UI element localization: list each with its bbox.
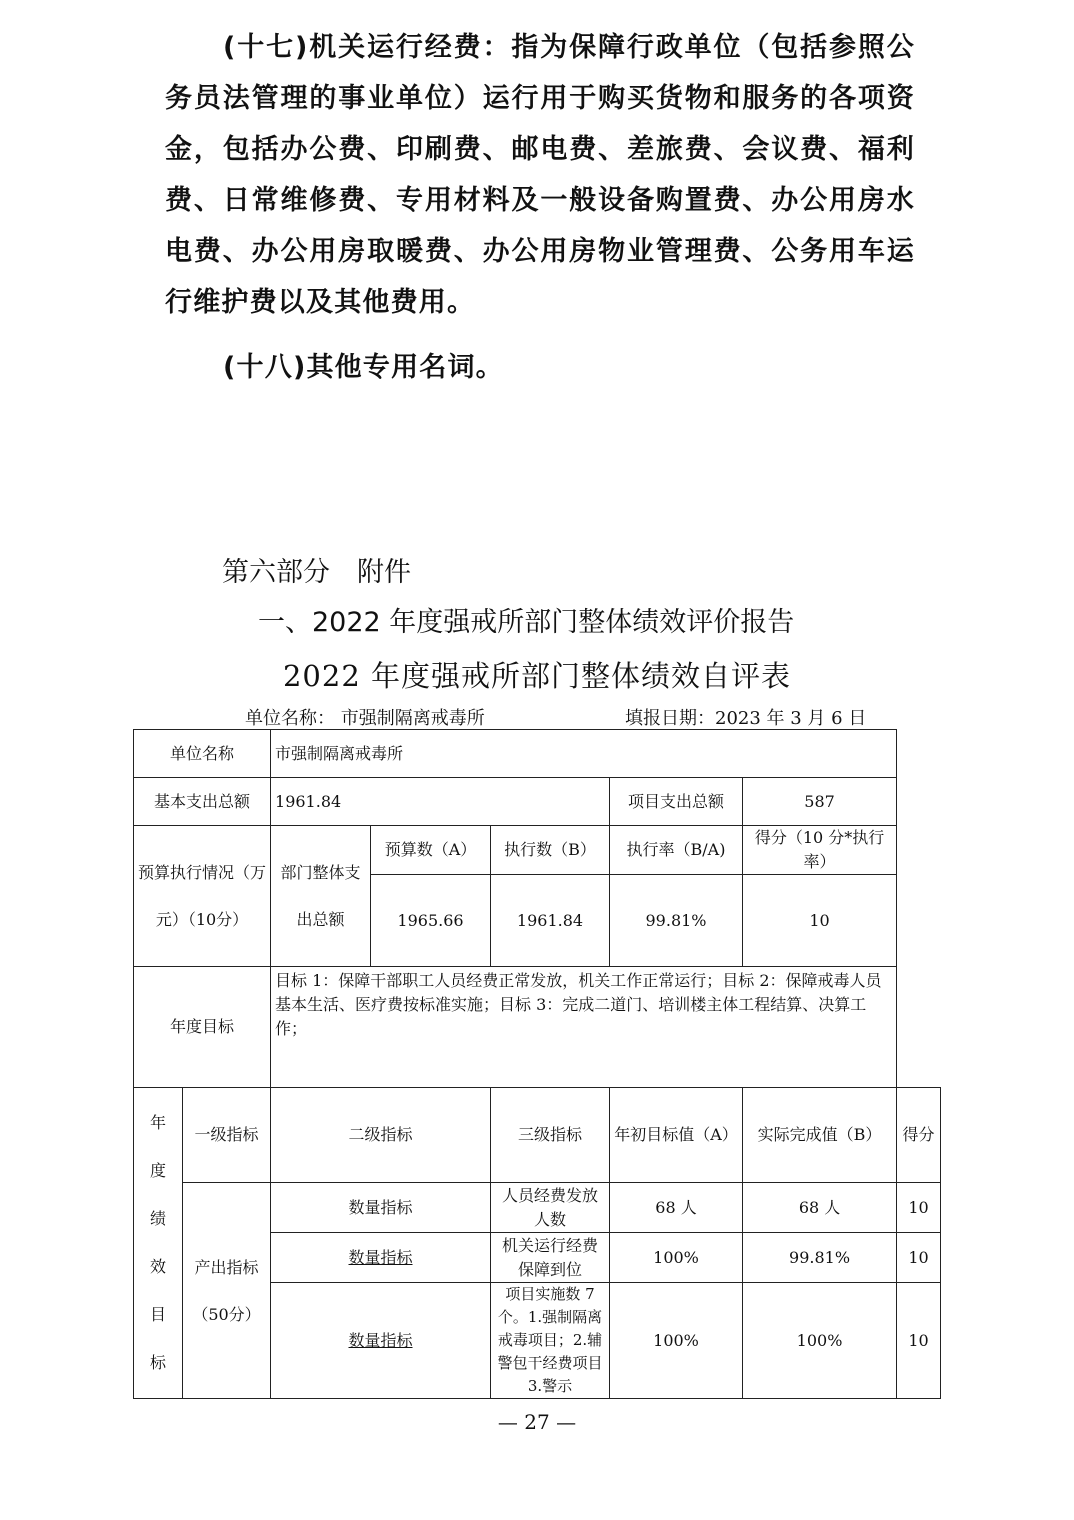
ind-header: 年初目标值（A）: [610, 1088, 743, 1183]
dept-total-label: 部门整体支出总额: [271, 826, 371, 967]
budget-header: 得分（10 分*执行率）: [743, 826, 897, 875]
budget-header: 预算数（A）: [371, 826, 491, 875]
level3-indicator: 项目实施数 7 个。1.强制隔离戒毒项目；2.辅警包干经费项目 3.警示: [491, 1283, 610, 1399]
level2-indicator-text: 数量指标: [348, 1247, 413, 1267]
budget-value: 1961.84: [491, 875, 610, 967]
page-number: — 27 —: [497, 1410, 577, 1434]
score: 10: [897, 1233, 941, 1283]
annual-goal-text: 目标 1：保障干部职工人员经费正常发放，机关工作正常运行；目标 2：保障戒毒人员基本生活、医疗费按标准实施；目标 3：完成二道门、培训楼主体工程结算、决算工作；: [271, 967, 897, 1088]
target-value: 100%: [610, 1283, 743, 1399]
unit-name-label: 单位名称: [134, 730, 271, 778]
date-label: 填报日期：2023 年 3 月 6 日: [625, 708, 867, 729]
level2-indicator: [271, 1233, 491, 1283]
paragraph-18-text: (十八)其他专用名词。: [223, 352, 504, 383]
project-exp-label: 项目支出总额: [610, 778, 743, 826]
table-title: 2022 年度强戒所部门整体绩效自评表: [282, 659, 792, 693]
paragraph-17: [165, 22, 915, 328]
ind-header: 得分: [897, 1088, 941, 1183]
part-heading: 第六部分 附件: [222, 557, 411, 588]
target-value: 100%: [610, 1233, 743, 1283]
level2-indicator: 数量指标: [271, 1183, 491, 1233]
paragraph-17-text: (十七)机关运行经费：指为保障行政单位（包括参照公务员法管理的事业单位）运行用于购买货物和服务的各项资金，包括办公费、印刷费、邮电费、差旅费、会议费、福利费、日常维修费、专用材料及一般设备购置费、办公用房水电费、办公用房取暖费、办公用房物业管理费、公务用车运行维护费以及其他费用。: [165, 32, 915, 318]
actual-value: 100%: [743, 1283, 897, 1399]
ind-header: 三级指标: [491, 1088, 610, 1183]
perf-label: 年度绩效目标: [134, 1088, 183, 1399]
level3-indicator: 人员经费发放人数: [491, 1183, 610, 1233]
basic-exp-value: 1961.84: [271, 778, 610, 826]
score: 10: [897, 1283, 941, 1399]
level1-indicator: 产出指标（50分）: [183, 1183, 271, 1399]
budget-header: 执行率（B/A): [610, 826, 743, 875]
score: 10: [897, 1183, 941, 1233]
level3-indicator: 机关运行经费保障到位: [491, 1233, 610, 1283]
paragraph-18: [165, 342, 915, 393]
basic-exp-label: 基本支出总额: [134, 778, 271, 826]
annual-goal-label: 年度目标: [134, 967, 271, 1088]
level2-indicator: [271, 1283, 491, 1399]
budget-label: 预算执行情况（万元）（10分）: [134, 826, 271, 967]
report-title: 一、2022 年度强戒所部门整体绩效评价报告: [258, 607, 795, 638]
ind-header: 实际完成值（B）: [743, 1088, 897, 1183]
ind-header: 二级指标: [271, 1088, 491, 1183]
budget-value: 1965.66: [371, 875, 491, 967]
unit-label: 单位名称： 市强制隔离戒毒所: [245, 708, 485, 729]
actual-value: 68 人: [743, 1183, 897, 1233]
budget-value: 99.81%: [610, 875, 743, 967]
budget-value: 10: [743, 875, 897, 967]
budget-header: 执行数（B）: [491, 826, 610, 875]
project-exp-value: 587: [743, 778, 897, 826]
target-value: 68 人: [610, 1183, 743, 1233]
actual-value: 99.81%: [743, 1233, 897, 1283]
ind-header: 一级指标: [183, 1088, 271, 1183]
self-evaluation-table: [133, 729, 941, 1399]
level2-indicator-text: 数量指标: [348, 1330, 413, 1350]
unit-name-value: 市强制隔离戒毒所: [271, 730, 897, 778]
